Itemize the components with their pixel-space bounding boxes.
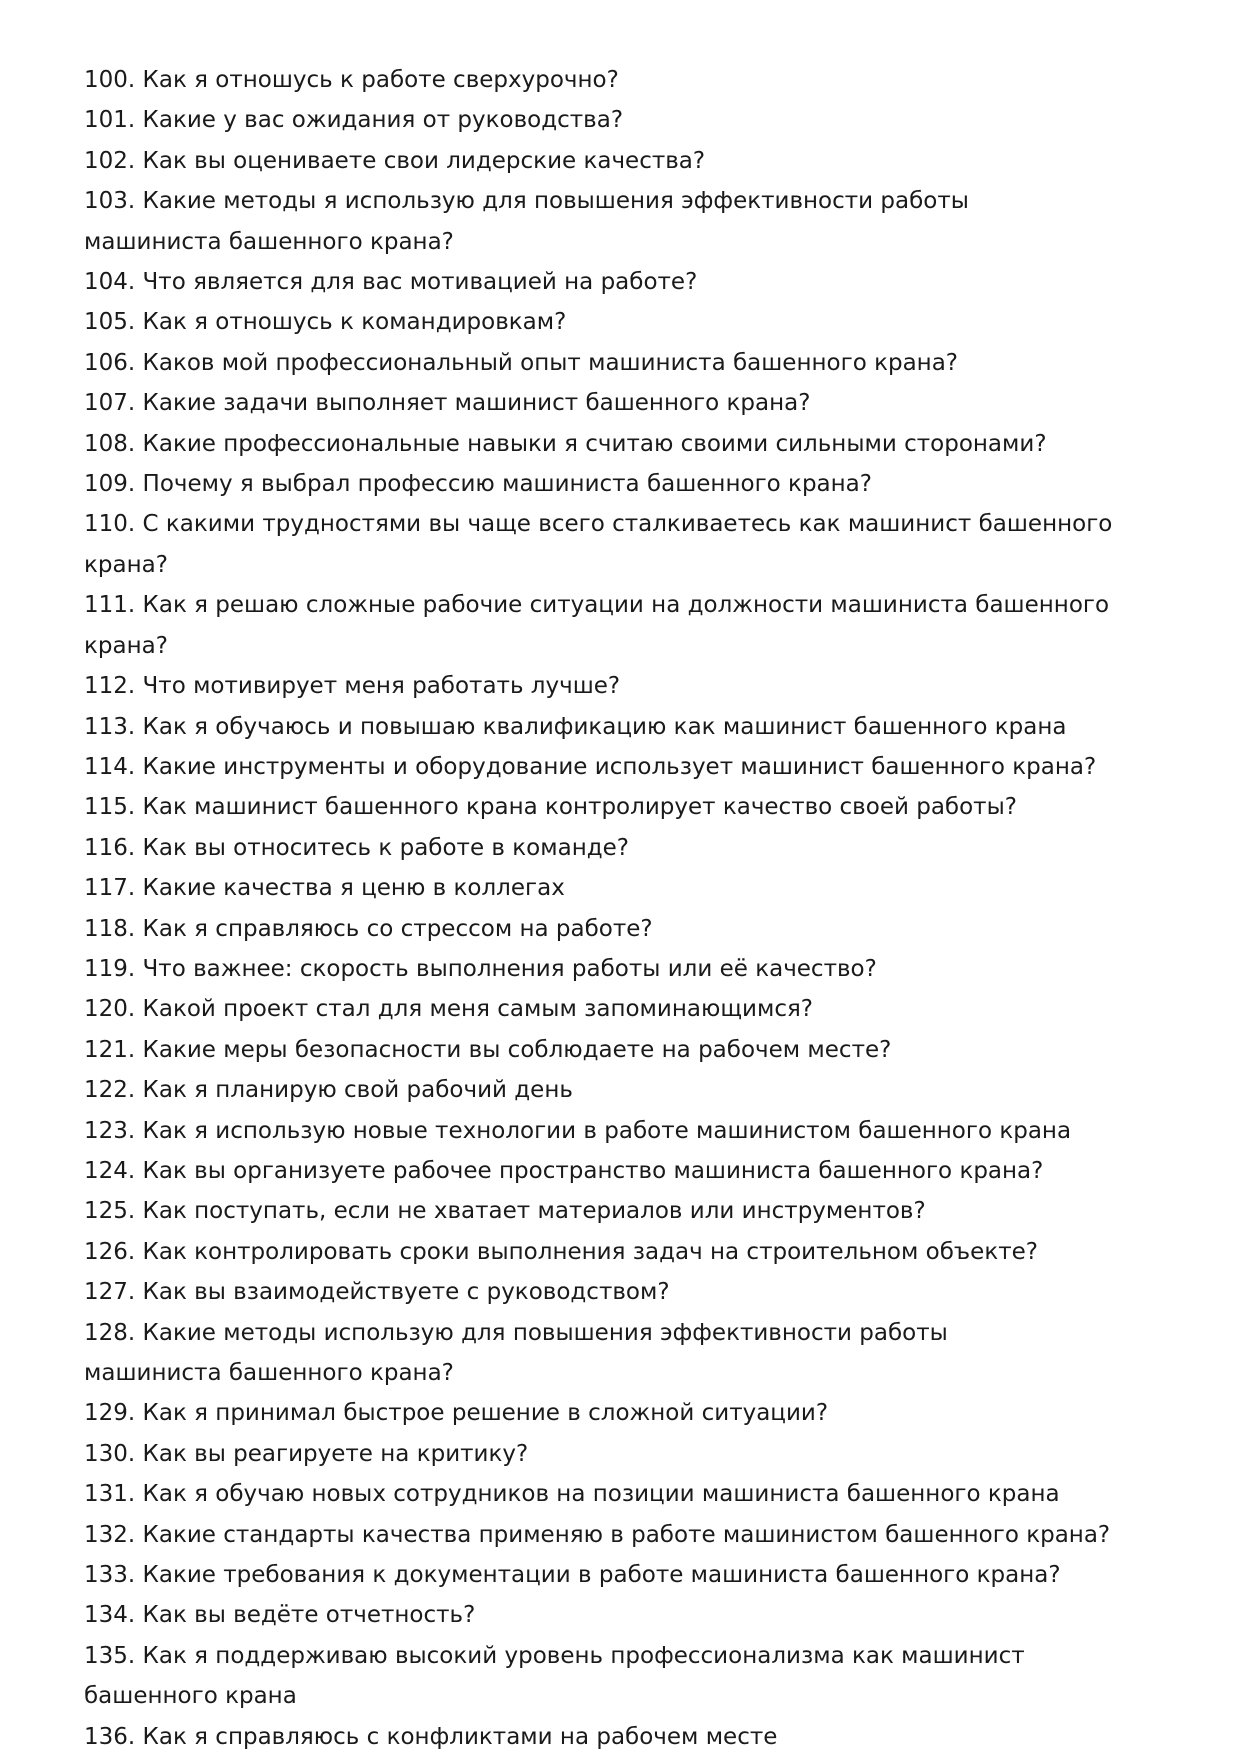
question-item: 131. Как я обучаю новых сотрудников на позиции машиниста башенного крана bbox=[84, 1481, 1060, 1508]
question-item: 103. Какие методы я использую для повышения эффективности работы машиниста башенного крана? bbox=[84, 188, 969, 255]
question-item: 121. Какие меры безопасности вы соблюдаете на рабочем месте? bbox=[84, 1036, 892, 1063]
question-item: 115. Как машинист башенного крана контролирует качество своей работы? bbox=[84, 794, 1017, 821]
question-item: 129. Как я принимал быстрое решение в сложной ситуации? bbox=[84, 1400, 829, 1427]
question-item: 112. Что мотивирует меня работать лучше? bbox=[84, 673, 621, 700]
question-item: 108. Какие профессиональные навыки я считаю своими сильными сторонами? bbox=[84, 430, 1047, 457]
question-item: 104. Что является для вас мотивацией на работе? bbox=[84, 269, 698, 296]
question-item: 132. Какие стандарты качества применяю в работе машинистом башенного крана? bbox=[84, 1521, 1111, 1548]
question-item: 105. Как я отношусь к командировкам? bbox=[84, 309, 567, 336]
question-item: 107. Какие задачи выполняет машинист башенного крана? bbox=[84, 390, 811, 417]
question-item: 118. Как я справляюсь со стрессом на работе? bbox=[84, 915, 653, 942]
question-item: 126. Как контролировать сроки выполнения задач на строительном объекте? bbox=[84, 1238, 1038, 1265]
question-item: 119. Что важнее: скорость выполнения работы или её качество? bbox=[84, 955, 877, 982]
question-item: 130. Как вы реагируете на критику? bbox=[84, 1440, 529, 1467]
question-item: 127. Как вы взаимодействуете с руководством? bbox=[84, 1279, 670, 1306]
question-item: 106. Каков мой профессиональный опыт машиниста башенного крана? bbox=[84, 349, 958, 376]
question-item: 134. Как вы ведёте отчетность? bbox=[84, 1602, 476, 1629]
question-item: 124. Как вы организуете рабочее пространство машиниста башенного крана? bbox=[84, 1157, 1044, 1184]
question-item: 102. Как вы оцениваете свои лидерские качества? bbox=[84, 147, 706, 174]
question-item: 128. Какие методы использую для повышения эффективности работы машиниста башенного крана? bbox=[84, 1319, 948, 1386]
question-item: 116. Как вы относитесь к работе в команде? bbox=[84, 834, 629, 861]
question-item: 135. Как я поддерживаю высокий уровень профессионализма как машинист башенного крана bbox=[84, 1642, 1025, 1710]
question-item: 117. Какие качества я ценю в коллегах bbox=[84, 875, 565, 902]
question-item: 109. Почему я выбрал профессию машиниста башенного крана? bbox=[84, 471, 872, 498]
question-item: 114. Какие инструменты и оборудование использует машинист башенного крана? bbox=[84, 753, 1097, 780]
question-list bbox=[84, 60, 1164, 1757]
question-item: 100. Как я отношусь к работе сверхурочно? bbox=[84, 67, 619, 93]
question-item: 123. Как я использую новые технологии в работе машинистом башенного крана bbox=[84, 1117, 1072, 1144]
question-item: 113. Как я обучаюсь и повышаю квалификацию как машинист башенного крана bbox=[84, 713, 1067, 740]
question-item: 136. Как я справляюсь с конфликтами на рабочем месте bbox=[84, 1723, 778, 1750]
question-item: 101. Какие у вас ожидания от руководства? bbox=[84, 107, 624, 134]
question-item: 122. Как я планирую свой рабочий день bbox=[84, 1077, 573, 1104]
question-item: 120. Какой проект стал для меня самым запоминающимся? bbox=[84, 996, 814, 1023]
question-item: 111. Как я решаю сложные рабочие ситуации на должности машиниста башенного крана? bbox=[84, 592, 1110, 659]
question-item: 133. Какие требования к документации в работе машиниста башенного крана? bbox=[84, 1562, 1061, 1589]
question-item: 110. С какими трудностями вы чаще всего сталкиваетесь как машинист башенного крана? bbox=[84, 511, 1113, 578]
question-item: 125. Как поступать, если не хватает материалов или инструментов? bbox=[84, 1198, 926, 1225]
